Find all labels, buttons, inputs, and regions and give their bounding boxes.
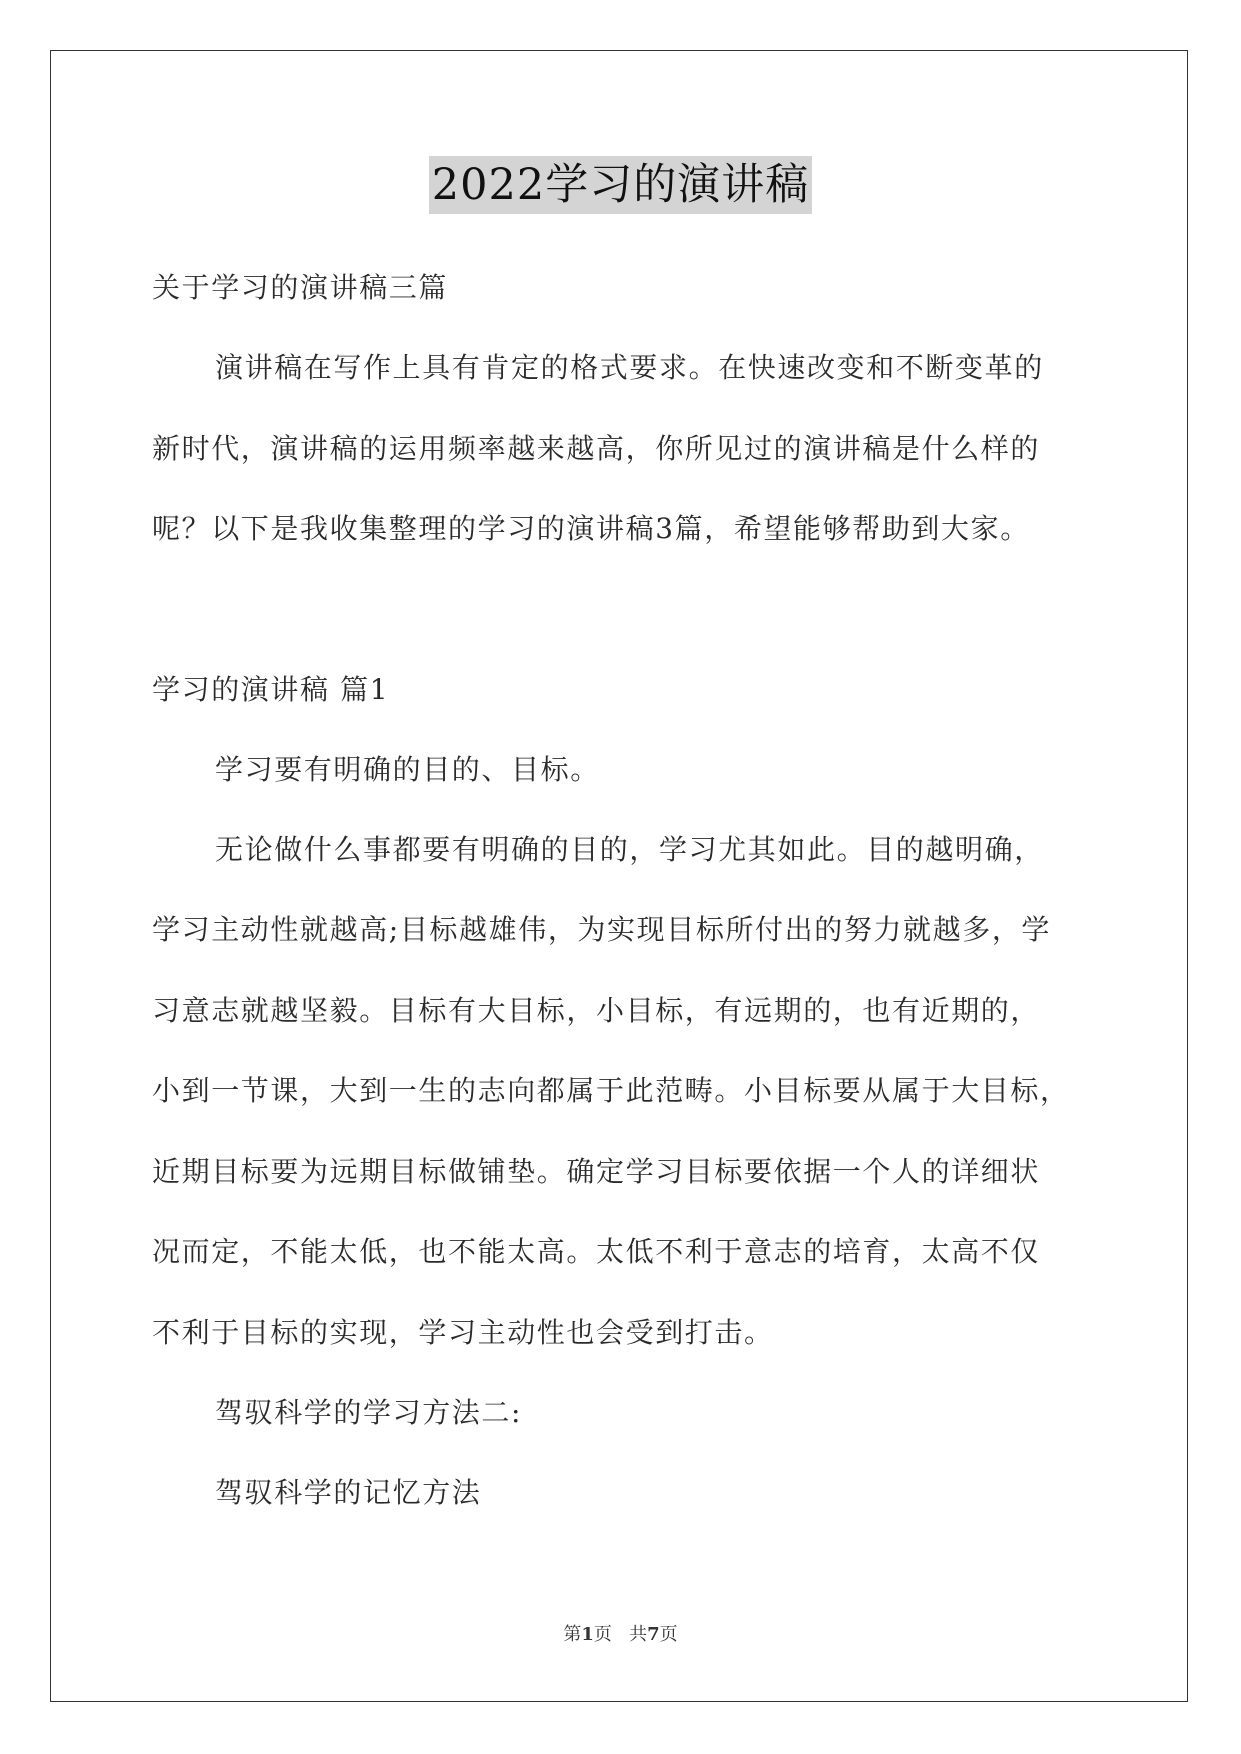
intro-line-1: 演讲稿在写作上具有肯定的格式要求。在快速改变和不断变革的 (215, 351, 1044, 384)
method-heading: 驾驭科学的学习方法二: (215, 1396, 523, 1429)
total-prefix: 共 (629, 1624, 648, 1645)
intro-line-3: 呢？以下是我收集整理的学习的演讲稿3篇，希望能够帮助到大家。 (152, 512, 1030, 545)
body-line-2: 学习主动性就越高;目标越雄伟，为实现目标所付出的努力就越多，学 (152, 913, 1052, 946)
page-suffix: 页 (593, 1624, 612, 1645)
body-line-4: 小到一节课，大到一生的志向都属于此范畴。小目标要从属于大目标， (152, 1074, 1070, 1107)
body-line-1: 无论做什么事都要有明确的目的，学习尤其如此。目的越明确， (215, 833, 1044, 866)
section-lead: 学习要有明确的目的、目标。 (215, 753, 600, 786)
title-container (0, 156, 1241, 214)
page-footer (0, 1620, 1241, 1646)
document-subtitle: 关于学习的演讲稿三篇 (152, 271, 449, 304)
body-line-7: 不利于目标的实现，学习主动性也会受到打击。 (152, 1316, 774, 1349)
body-line-3: 习意志就越坚毅。目标有大目标，小目标，有远期的，也有近期的， (152, 994, 1041, 1027)
total-suffix: 页 (659, 1624, 678, 1645)
page-prefix: 第 (563, 1624, 582, 1645)
body-line-6: 况而定，不能太低，也不能太高。太低不利于意志的培育，太高不仅 (152, 1235, 1041, 1268)
document-title: 2022学习的演讲稿 (429, 156, 812, 214)
section-heading: 学习的演讲稿 篇1 (152, 673, 390, 706)
method-subheading: 驾驭科学的记忆方法 (215, 1476, 482, 1509)
current-page-number: 1 (581, 1624, 594, 1645)
body-line-5: 近期目标要为远期目标做铺垫。确定学习目标要依据一个人的详细状 (152, 1155, 1041, 1188)
intro-line-2: 新时代，演讲稿的运用频率越来越高，你所见过的演讲稿是什么样的 (152, 432, 1041, 465)
total-page-count: 7 (647, 1624, 660, 1645)
